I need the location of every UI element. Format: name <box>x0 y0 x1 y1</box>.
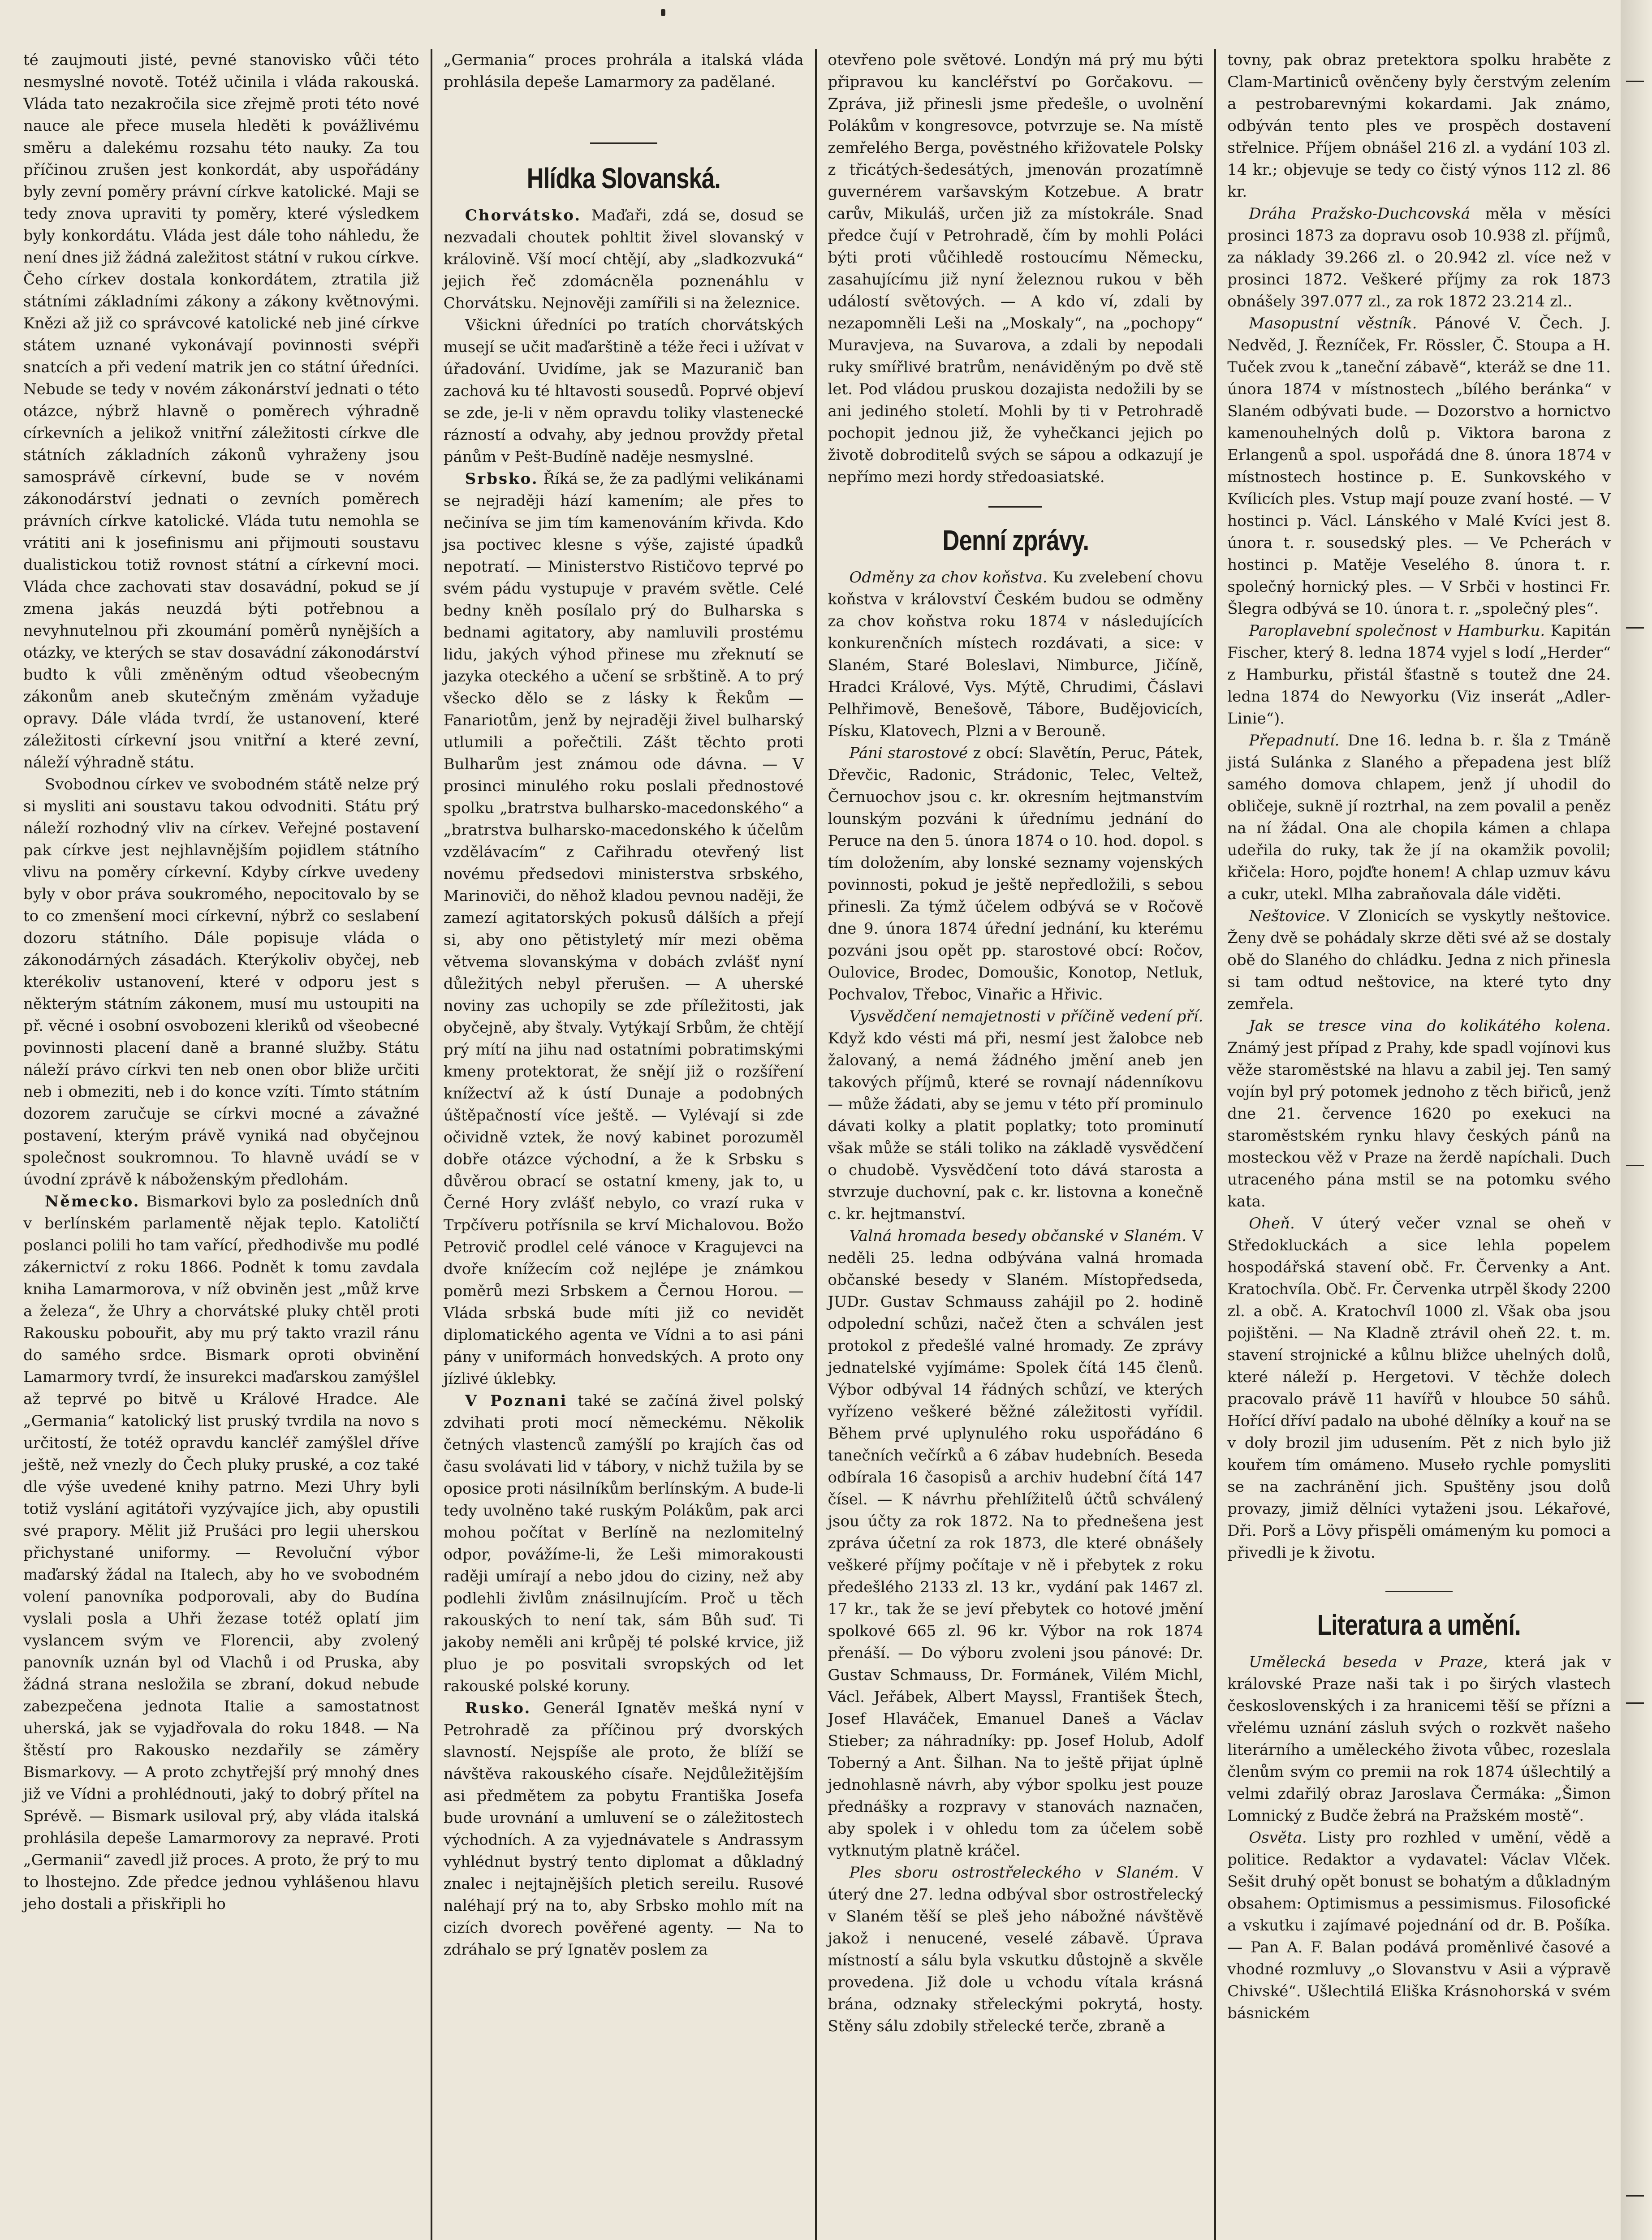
news-fire-text: V úterý večer vznal se oheň v Středokluckách a sice lehla popelem hospodářská stavení obč. Fr. Červenky a Ant. Kratochvíla. Obč. Fr. Červenka utrpěl škody 2200 zl. a obč. A. Kratochvíl 1000 zl. Však oba jsou pojištěni. — Na Kladně ztrávil oheň 22. t. m. stavení strojnické a kůlnu bližce uhelných dolů, které náleží p. Hergetovi. V těchže dolech pracovalo právě 11 havířů v hloubce 50 sáhů. Hořící dříví padalo na ubohé dělníky a kouř na se v doly brozil jim udusením. Pět z nich bylo již kouřem tím omámeno. Museło rychle pomysliti se na zachránění jich. Spuštěny jsou dolů provazy, jimiž dělníci vytaženi jsou. Lékařové, Dři. Porš a Lövy přispěli omámeným ku pomoci a přivedli je k životu. <box>1227 1215 1611 1562</box>
news-poverty-certificate-text: Když kdo vésti má při, nesmí jest žalobce neb žalovaný, a nemá žádného jmění aneb jen takových příjmů, které se rovnají nádenníkovu — může žádati, aby se jemu v této pří prominulo dávati kolky a platit poplatky; toto prominutí však může se stáli toliko na základě vysvědčení o chudobě. Vysvědčení toto dává starosta a stvrzuje duchovní, pak c. kr. listovna a konečně c. kr. hejtmanství. <box>828 1030 1203 1223</box>
news-osveta <box>1227 1827 1611 2025</box>
edge-tick <box>1626 2195 1644 2197</box>
article-germany-text: Bismarkovi bylo za posledních dnů v berlínském parlamentě nějak teplo. Katoličtí poslanci polili ho tam vařící, předhodivše mu podlé zákernictví z roku 1866. Podnět k tomu zavdala kniha Lamarmorova, v níž obviněn jest „můž krve a železa“, že Uhry a chorvátské pluky chtěl proti Rakousku pobouřit, aby mu prý takto vrazil ránu do samého srdce. Bismark oproti obvinění Lamarmory tvrdí, že insurekci maďarskou zamýšlel až teprvé po bitvě u Králové Hradce. Ale „Germania“ katolický list pruský tvrdila na novo s určitostí, že totéž opravdu kancléř zamýšlel dříve ještě, než vnezly do Čech pluky pruské, a coz také dle výše uvedené knihy patrno. Mezi Uhry byli totiž vyslání agitátoři vyzývajíce jich, aby opustili své prapory. Mělit již Prušáci pro legii uherskou přichystané uniformy. — Revoluční výbor maďarský žádal na Italech, aby ho ve svobodném volení panovníka podporovali, aby do Budína vyslali posla a Uhři žezase totéž oplatí jim vyslancem svým ve Florencii, aby zvolený panovník uznán byl od Vlachů i od Pruska, aby žádná strana nesložila se zbraní, dokud nebude zabezpečena jednota Italie a samostatnost uherská, jak se vyjadřovala do roku 1848. — Na štěstí pro Rakousko nezdařily se záměry Bismarkovy. — A proto zchytřejší prý mnohý dnes již ve Vídni a prohlédnouti, jaký to dobrý přítel na Sprévě. — Bismark usiloval prý, aby vláda italská prohlásila depeše Lamarmorovy za nepravé. Proti „Germanii“ zavedl již proces. A proto, že prý to mu to lhostejno. Zde předce jednou vyhlášenou hlavu jeho dostali a přiskřipli ho <box>23 1193 419 1913</box>
article-germany <box>23 1191 419 1915</box>
news-smallpox-title: Neštovice. <box>1249 907 1330 925</box>
column-rule <box>1214 49 1216 2240</box>
page-edge <box>1621 0 1652 2240</box>
article-russia-cont: otevřeno pole světové. Londýn má prý mu býti připravou ku kancléřství po Gorčakovu. — Zpráva, již přinesli jsme předešle, o uvolnění Polákům v kongresovce, potvrzuje se. Na místě zemřelého Berga, pověstného křižovatele Polsky z třicátých-šedesátých, jmenován prozatímně guvernérem varšavským Kotzebue. A bratr carův, Mikuláš, určen již za místokrále. Snad předce čují v Petrohradě, čím by mohli Poláci býti proti vůčihledě rostoucímu Německu, zasahujícímu již nyní železnou rukou v běh událostí světových. — A kdo ví, zdali by nezapomněli Leši na „Moskaly“, na „pochopy“ Muravjeva, na Suvarova, a zdali by nepodali ruky smířlivé bratrům, nenáviděným po dvě stě let. Pod vládou pruskou dozajista nedožili by se ani jediného století. Mohli by ti v Petrohradě pochopit jednou již, že vyhečkanci jejich po životě dobroditelů svých se sápou a odkazují je nepřímo mezi hordy středoasiatské. <box>828 51 1203 486</box>
news-shooters-ball-text: V úterý dne 27. ledna odbýval sbor ostrostřelecký v Slaném těší se pleš jeho nábožné návštěvě jakož i nenucené, veselé zábavě. Úprava místností a sálu byla vskutku důstojně a skvěle provedena. Již dole u vchodu vítala krásná brána, odznaky střeleckými pokrytá, hosty. Stěny sálu zdobily střelecké terče, zbraně a <box>828 1864 1203 2035</box>
news-steamship-text: Kapitán Fischer, který 8. ledna 1874 vyjel s lodí „Herder“ z Hamburku, přistál šťastně s toutež dne 24. ledna 1874 do Newyorku (Viz inserát „Adler-Linie“). <box>1227 622 1611 728</box>
news-railway-title: Dráha Pražsko-Duchcovská <box>1249 205 1471 223</box>
news-carnival-title: Masopustní věstník. <box>1249 314 1417 332</box>
page-mark <box>661 9 665 16</box>
news-mayors-text: z obcí: Slavětín, Peruc, Pátek, Dřevčic, Radonic, Strádonic, Telec, Veltež, Černuochov jsou c. kr. okresním hejtmanstvím lounským pozváni k úřednímu jednání do Peruce na den 5. února 1874 o 10. hod. dopol. s tím doložením, aby lonské seznamy vojenských povinnosti, pokud je ještě nepředložili, s sebou přinesli. Za týmž účelem odbývá se v Ročově dne 9. února 1874 úřední jednání, ku kterému pozváni jsou opět pp. starostové obcí: Ročov, Oulovice, Brodec, Domoušic, Konotop, Netluk, Pochvalov, Třeboc, Vinařic a Hřivic. <box>828 744 1203 1004</box>
article-croatia-2: Všickni úředníci po tratích chorvátských musejí se učit maďarštině a téže řeci i užívat v úřadování. Uvidíme, jak se Mazuranič ban zachová ku té hltavosti sousedů. Poprvé objeví se zde, je-li v něm opravdu toliky vlastenecké rázností a odvahy, aby jednou provždy přetal pánům v Pešt-Budíně naděje nesmyslné. <box>443 316 804 466</box>
article-poznan-text: také se začíná živel polský zdvihati proti mocí německému. Několik četných vlastenců zamýšlí po krajích čas od času svolávati lid v tábory, v nichž tužila by se oposice proti násilníkům berlínským. A bude-li tedy uvolněno také ruským Polákům, pak arci mohou počítat v Berlíně na nezlomitelný odpor, povážíme-li, že Leši mimorakousti raději umírají a nebo jdou do ciziny, než aby podlehli živlům znásilnujícím. Proč u těch rakouských to není tak, sám Bůh suď. Ti jakoby neměli ani krůpěj té polské krvice, již pluo je po posvitali svropských od let rakouské polské koruny. <box>443 1392 804 1695</box>
column-2 <box>434 49 814 2240</box>
news-art-society <box>1227 1651 1611 1827</box>
news-fire <box>1227 1213 1611 1564</box>
news-punishment-title: Jak se tresce vina do kolikátého kolena. <box>1249 1017 1611 1035</box>
news-horse-breeding-text: Ku zvelebení chovu koňstva v království Českém budou se odměny za chov koňstva roku 1874 v následujících konkurenčních místech rozdávati, a sice: v Slaném, Staré Boleslavi, Nimburce, Jičíně, Hradci Králové, Vys. Mýtě, Chrudimi, Čáslavi Pelhřimově, Benešově, Tábore, Budějovicích, Písku, Klatovech, Plzni a v Berouně. <box>828 569 1203 740</box>
article-russia <box>444 1697 804 1961</box>
news-general-meeting-title: Valná hromada besedy občanské v Slaném. <box>849 1227 1186 1245</box>
news-carnival-text: Pánové V. Čech. J. Nedvěd, J. Řezníček, Fr. Rössler, Č. Stoupa a H. Tuček zvou k „taneční zábavě“, kteráž se dne 11. února 1874 v místnostech „bílého beránka“ v Slaném odbývati bude. — Dozorstvo a hornictvo kamenouhelných dolů p. Viktora barona z Erlangenů a spol. uspořádá dne 8. února 1874 v místnostech hostince p. E. Sunkovského v Kvílicích ples. Vstup mají pouze zvaní hosté. — V hostinci p. Václ. Lánského v Malé Kvíci jest 8. února t. r. sousedský ples. — Ve Pcherách v hostinci p. Matěje Veselého 8. února t. r. společný hornický ples. — V Srbči v hostinci Fr. Šlegra odbývá se 10. února t. r. „společný ples“. <box>1227 314 1611 618</box>
article-poznan-lead: V Poznani <box>465 1392 568 1410</box>
section-divider <box>590 142 657 144</box>
article-germania-end: „Germania“ proces prohrála a italská vláda prohlásila depeše Lamarmory za padělané. <box>443 51 804 91</box>
section-title-denni-zpravy: Denní zprávy. <box>942 524 1089 556</box>
news-punishment-text: Známý jest případ z Prahy, kde spadl vojínovi kus věže staroměstské na hlavu a zabil jej. Ten samý vojín byl prý potomek jednoho z těch biřiců, jenž dne 21. července 1620 po exekuci na staroměstském rynku hlavy českých pánů na mosteckou věž v Praze na žerdě napíchali. Duch utraceného pána mstil se na potomku svého kata. <box>1227 1039 1611 1210</box>
article-croatia-lead: Chorvátsko. <box>465 207 582 224</box>
article-serbia-text: Říká se, že za padlými velikánami se nejraději hází kamením; ale přes to nečiníva se jim tím kamenováním křivda. Kdo jsa poctivec klesne s výše, zajisté úpadků nepotratí. — Ministerstvo Rističovo teprvé po svém pádu vystupuje v pravém světle. Celé bedny kněh posílalo prý do Bulharska s bednami agitatory, aby namluvili prostému lidu, jakých výhod přinese mu zřeknutí se jazyka oteckého a učení se srbštině. A to prý všecko dělo se z lásky k Řekům — Fanariotům, jenž by nejraději živel bulharský utlumili a pořečtili. Zášt těchto proti Bulharům jest známou ode dávna. — V prosinci minulého roku poslali přednostové spolku „bratrstva bulharsko-macedonského“ a „bratrstva bulharsko-macedonského k účelům vzdělávacím“ z Cařihradu otevřený list novému předsedovi ministerstva srbského, Marinoviči, do něhož kladou pevnou naději, že zamezí agitatorských pokusů dálších a přejí si, aby ono pětistyletý mír mezi oběma větvema slovanskýma v dobách zvlášť nyní důležitých nebyl přerušen. — A uherské noviny zas uchopily se zde příležitosti, jak obyčejně, aby štvaly. Vytýkají Srbům, že chtějí prý mítí na jihu nad ostatními pobratimskými kmeny protektorat, že snějí již o rozšíření knížectví až k ústí Dunaje a podobných úštěpačností více ještě. — Vylévají si zde očividně vztek, že nový kabinet porozuměl dobře otázce východní, a že k Srbsku s důvěrou obrací se ostatní kmeny, jak to, u Černé Hory zvlášť nebylo, co vrazí ruka v Trpčíveru potřísnila se krví Michalovou. Božo Petrovič prodlel celé vánoce v Kragujevci na dvoře knížecím což nejlépe je známkou poměrů mezi Srbskem a Černou Horou. — Vláda srbská bude míti již co nevidět diplomatického agenta ve Vídni a to asi páni pány v uniformách honvedských. A proto ony jízlivé úklebky. <box>443 470 804 1388</box>
news-osveta-title: Osvěta. <box>1249 1829 1307 1847</box>
edge-tick <box>1626 1702 1644 1704</box>
news-assault-text: Dne 16. ledna b. r. šla z Tmáně jistá Sulánka z Slaného a přepadena jest blíž samého domova chlapem, jenž jí uhodil do obličeje, suknё jí roztrhal, na zem povalil a peněz na ní žádal. Ona ale chopila kámen a chlapa udeřila do ruky, tak že jí na okamžik povolil; křičela: Horo, pojďte honem! A chlap uzmuv kávu a cukr, utekl. Mlha zabraňovala dále viděti. <box>1227 732 1611 903</box>
article-serbia-lead: Srbsko. <box>465 470 539 488</box>
article-croatia-text: Maďaři, zdá se, dosud se nezvadali choutek pohltit živel slovanský v královině. Vší mocí chtějí, aby „sladkozvuká“ jejich řeč zdomácněla poznenáhlu v Chorvátsku. Nejnověji zamířili si na železnice. <box>443 207 804 312</box>
article-church-text-2: Svobodnou církev ve svobodném státě nelze prý si mysliti ani soustavu takou odvodniti. Státu prý náleží rozhodný vliv na církev. Veřejné postavení pak církve jest nejhlavnějším pojidlem státního vlivu na poměry církevní. Kdyby církve uvedeny byly v obor práva soukromého, nepocitovalo by se to co zmenšení moci církevní, nýbrž co seslabení dozoru státního. Dále popisuje vláda o zákonodárných zásadách. Kterýkoliv obyčej, neb kterékoliv ustanovení, které v odporu jest s některým státním zákonem, musí mu ustoupiti na př. věcné i osobní osvobozeni kleriků od všeobecné povinnosti placení daně a branné služby. Státu náleží právo církvi ten neb onen obor bliže určiti neb i obmeziti, neb i do konce vzíti. Tímto státním dozorem zaručuje se církvi mocné a závažné postavení, kterým právě vyniká nad obyčejnou společnost soukromnou. To hlavně uvádí se v úvodní zprávě k náboženským předlohám. <box>23 775 419 1189</box>
columns <box>13 49 1621 2240</box>
section-divider <box>1385 1591 1453 1592</box>
edge-tick <box>1626 81 1644 82</box>
news-horse-breeding <box>828 567 1203 742</box>
news-horse-breeding-title: Odměny za chov koňstva. <box>849 569 1048 586</box>
news-mayors <box>828 742 1203 1006</box>
article-russia-lead: Rusko. <box>465 1699 531 1717</box>
news-general-meeting-text: V neděli 25. ledna odbývána valná hromada občanské besedy v Slaném. Místopředseda, JUDr. Gustav Schmauss zahájil po 2. hodině odpolední schůzi, načež čten a schválen jest protokol z předešlé valné hromady. Ze zprávy jednatelské vyjímáme: Spolek čítá 145 členů. Výbor odbýval 14 řádných schůzí, ve kterých vyřízeno veškeré běžné záležitosti vyřídil. Během prvé uplynulého roku uspořádáno 6 tanečních večírků a 6 zábav hudebních. Beseda odbírala 16 časopisů a archiv hudební čítá 147 čísel. — K návrhu přehlížitelů účtů schválený jsou účty za rok 1872. Na to přednešena jest zpráva účetní za rok 1873, dle které obnášely veškeré příjmy počítaje v ně i přebytek z roku předešlého 2133 zl. 13 kr., vydání pak 1467 zl. 17 kr., tak že se jeví přebytek co hotové jmění spolkové 665 zl. 96 kr. Výbor na rok 1874 přenáší. — Do výboru zvoleni jsou pánové: Dr. Gustav Schmauss, Dr. Formánek, Vilém Michl, Václ. Jeřábek, Albert Mayssl, František Štech, Josef Hlaváček, Emanuel Daneš a Václav Stieber; za náhradníky: pp. Josef Holub, Adolf Toberný a Ant. Šilhan. Na to ještě přijat úplně jednohlasně návrh, aby výbor spolku jest pouze přednášky a rozpravy v stanovách naznačen, aby spolek i v ohledu tom za účelem sobě vytknutým platně kráčel. <box>828 1227 1203 1860</box>
news-osveta-text: Listy pro rozhled v umění, vědě a politice. Redaktor a vydavatel: Václav Vlček. Sešit druhý opět bonust se bohatým a důkladným obsahem: Optimismus a pessimismus. Filosofické a vskutku i zajímavé pojednání od dr. B. Pošíka. — Pan A. F. Balan podává proměnlivé časové a vhodné rozmluvy „o Slovanstvu v Asii a výpravě Chivské“. Ušlechtilá Eliška Krásnohorská v svém básnickém <box>1227 1829 1611 2022</box>
column-rule <box>815 49 817 2240</box>
news-assault-title: Přepadnutí. <box>1249 732 1340 750</box>
news-fire-title: Oheň. <box>1249 1215 1295 1232</box>
news-mayors-title: Páni starostové <box>849 744 968 762</box>
news-shooters-ball-cont: tovny, pak obraz pretektora spolku hraběte z Clam-Martiniců ověnčeny byly čerstvým zelením a pestrobarevnými kokardami. Jak známo, odbýván tento ples ve prospěch dostavení střelnice. Příjem obnášel 216 zl. a vydání 103 zl. 14 kr.; objevuje se tedy co čistý výnos 112 zl. 86 kr. <box>1227 51 1611 201</box>
news-art-society-title: Umělecká beseda v Praze, <box>1249 1653 1488 1671</box>
news-smallpox <box>1227 905 1611 1015</box>
news-railway-text: měla v měsíci prosinci 1873 za dopravu osob 10.938 zl. příjmů, za náklady 39.266 zl. o 20.942 zl. více než v prosinci 1872. Veškeré příjmy za rok 1873 obnášely 397.077 zl., za rok 1872 23.214 zl.. <box>1227 205 1611 310</box>
article-russia-text: Generál Ignatěv mešká nyní v Petrohradě za příčinou prý dvorských slavností. Nejspíše ale proto, že blíží se návštěva rakouského císaře. Nejdůležitějším asi předmětem za pobytu Františka Josefa bude urovnání a umluvení se o záležitostech východních. A za vyjednávatele s Andrassym vyhlédnut bystrý tento diplomat a důkladný znalec i nejtajnějších pletich sereilu. Rusové naléhají prý na to, aby Srbsko mohlo mít na cizích dvorech pověřené agenty. — Na to zdráhalo se prý Ignatěv poslem za <box>443 1699 804 1959</box>
article-poznan <box>444 1390 804 1697</box>
section-title-literatura: Literatura a umění. <box>1317 1609 1521 1641</box>
article-serbia <box>444 468 804 1390</box>
news-art-society-text: která jak v královské Praze naši tak i po širých vlastech československých i za hranicemi těší se přízni a vřelému uznání zásluh svých o rozkvět našeho literárního a uměleckého života vůbec, rozeslala členům svým co premii na rok 1874 úšlechtilý a velmi zdařilý obraz Jaroslava Čermáka: „Šimon Lomnický z Budče žebrá na Pražském mostě“. <box>1227 1653 1611 1825</box>
news-carnival <box>1227 313 1611 620</box>
news-shooters-ball <box>828 1862 1203 2038</box>
column-1 <box>13 49 429 2240</box>
column-4 <box>1217 49 1621 2240</box>
news-smallpox-text: V Zlonicích se vyskytly neštovice. Ženy dvě se pohádaly skrze děti své až se dostaly obě do Slaného do chládku. Jedna z nich přinesla si tam odtud neštovice, na které tyto dny zemřela. <box>1227 907 1611 1013</box>
column-3 <box>818 49 1213 2240</box>
news-poverty-certificate-title: Vysvědčení nemajetnosti v příčině vedení pří. <box>849 1008 1203 1025</box>
news-punishment <box>1227 1015 1611 1213</box>
article-germany-lead: Německo. <box>45 1193 140 1210</box>
article-church-text: té zaujmouti jisté, pevné stanovisko vůči této nesmyslné novotě. Totéž učinila i vláda rakouská. Vláda tato nezakročila sice zřejmě proti této nové nauce ale přece musela hleděti k povážlivému směru a dalekému rozsahu této nauky. Za tou příčinou zrušen jest konkordát, aby uspořádány byly zevní poměry právní církve katolické. Maji se tedy znova upraviti ty poměry, které výsledkem byly konkordátu. Vláda jest dále toho náhledu, že není dnes již žádná zaležitost státní v rukou církve. Čeho církev dostala konkordátem, ztratila již státními základními zákony a zákony květnovými. Knězi až již co správcové katolické neb jiné církve státem uznané vykonávají povinnosti svépři snatcích a při vedení matrik jen co státní úředníci. Nebude se tedy v novém zákonárství jednati o této otázce, nýbrž hlavně o poměrech výhradně církevních a jelikož vnitřní záležitosti církve dle státních základních zákonů vyhraženy jsou samosprávě církevní, bude se v novém zákonodárství jednati o zevních poměrech právních církve katolické. Vláda tutu nemohla se vrátiti ani k josefinismu ani přijmouti soustavu dualistickou totiž rovnost státní a církevní moci. Vláda chce zachovati stav dosavádní, pokud se jí zmena jakás neuzdá býti potřebnou a nevyhnutelnou při zkoumání poměrů nynějších a otázky, ve kterých se stav dosavádní zákonodárství budto k vůli změněným odtud všeobecným zákonům aneb skutečným změnám vyžaduje opravy. Dále vláda tvrdí, že ustanovení, které záležitosti církevní jsou vnitřní a které zevní, náleží výhradně státu. <box>23 51 419 771</box>
edge-tick <box>1626 627 1644 629</box>
news-shooters-ball-title: Ples sboru ostrostřeleckého v Slaném. <box>849 1864 1179 1882</box>
news-steamship-title: Paroplavební společnost v Hamburku. <box>1249 622 1545 640</box>
article-croatia <box>444 205 804 314</box>
news-steamship <box>1227 620 1611 730</box>
news-railway <box>1227 203 1611 313</box>
news-poverty-certificate <box>828 1006 1203 1225</box>
section-title-hlidka-slovanska: Hlídka Slovanská. <box>526 162 720 194</box>
column-rule <box>431 49 432 2240</box>
edge-tick <box>1626 1165 1644 1166</box>
news-assault <box>1227 730 1611 905</box>
section-divider <box>988 506 1042 508</box>
news-general-meeting <box>828 1225 1203 1862</box>
